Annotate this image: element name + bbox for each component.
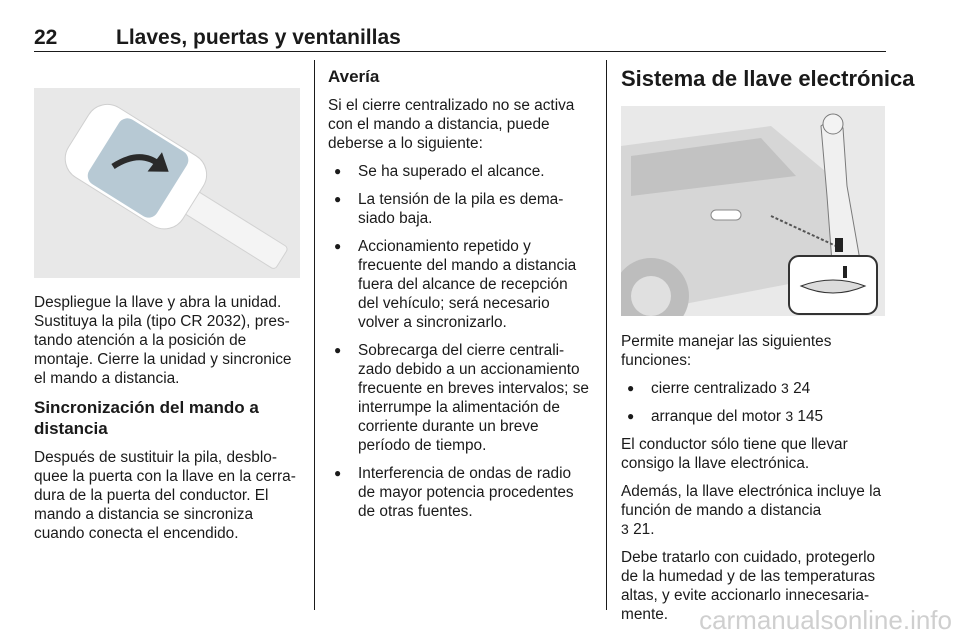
sync-heading: Sincronización del mando a distancia [34,398,259,438]
driver-note: El conductor sólo tiene que llevar consigo la llave electrónica. [621,436,848,472]
list-item: ● Se ha superado el alcance. [328,162,592,181]
care-note: Debe tratarlo con cuidado, protegerlo de la humedad y de las temperaturas altas, y evite accionarlo innecesariamente. [621,549,876,623]
page-header [34,26,886,52]
list-item [621,379,889,398]
list-item: ● Accionamiento repetido y frecuente del mando a distancia fuera del alcance de recepción del vehículo; será necesario volver a sincronizarlo. [328,237,592,332]
sync-instructions: Después de sustituir la pila, desbloquee la puerta con la llave en la cerradura de la puerta del conductor. El mando a distancia se sincroniza cuando conecta el encendido. [34,449,296,542]
battery-instructions: Despliegue la llave y abra la unidad. Sustituya la pila (tipo CR 2032), prestando atención a la posición de montaje. Cierre la unidad y sincronice el mando a distancia. [34,294,292,387]
fault-intro: Si el cierre centralizado no se activa con el mando a distancia, puede deberse a lo siguiente: [328,97,575,152]
list-item: ● Sobrecarga del cierre centralizado debido a un accionamiento frecuente en breves intervalos; se interrumpe la alimentación de corriente durante un breve período de tiempo. [328,341,592,455]
list-item: ● La tensión de la pila es demasiado baja. [328,190,592,228]
function-label: cierre centralizado [651,380,777,397]
car-electronic-key-illustration [621,106,885,316]
page-title: Llaves, puertas y ventanillas [116,26,401,49]
fault-causes-list [328,162,592,521]
header-rule [34,51,886,52]
list-item: ● Interferencia de ondas de radio de mayor potencia procedentes de otras fuentes. [328,464,592,521]
page-ref[interactable]: 21. [633,521,655,538]
electronic-key-heading: Sistema de llave electrónica [621,66,915,91]
fault-heading: Avería [328,67,380,86]
functions-intro: Permite manejar las siguientes funciones: [621,333,832,369]
page-ref-arrow-icon: 3 [781,380,789,396]
function-label: arranque del motor [651,408,782,425]
column-1 [34,88,300,552]
functions-list [621,379,889,426]
remote-function-note [621,482,889,539]
remote-function-text: Además, la llave electrónica incluye la función de mando a distancia [621,483,882,519]
column-divider-1 [314,60,315,610]
page-ref-arrow-icon: 3 [785,408,794,424]
page-number: 22 [34,26,58,49]
watermark: carmanualsonline.info [699,605,952,635]
column-2 [328,66,592,530]
column-3 [621,66,915,633]
column-divider-2 [606,60,607,610]
key-fob-illustration [34,88,300,278]
page-ref-arrow-icon: 3 [621,521,629,537]
page-ref[interactable]: 24 [793,380,811,397]
list-item [621,407,889,426]
page-ref[interactable]: 145 [797,408,824,425]
